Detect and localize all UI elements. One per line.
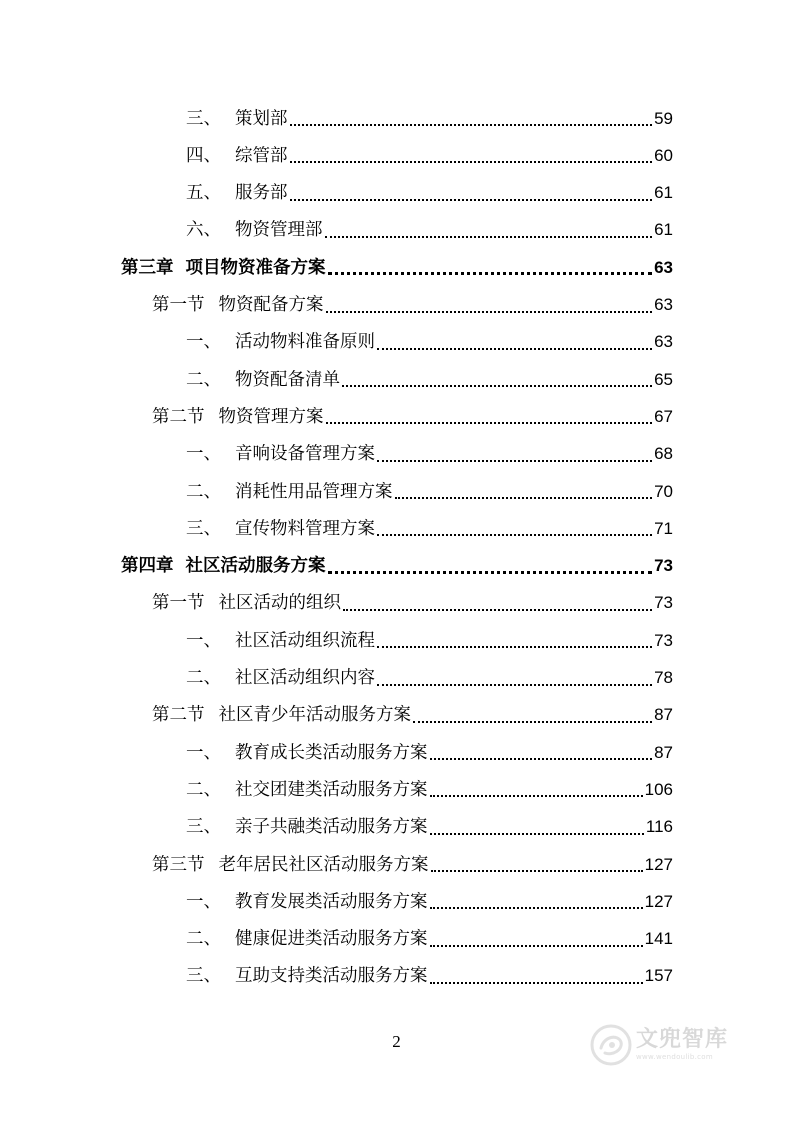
toc-entry-title: 教育成长类活动服务方案 xyxy=(235,742,428,763)
toc-dot-leader xyxy=(328,272,653,275)
toc-dot-leader xyxy=(377,684,652,686)
toc-entry-number: 第二节 xyxy=(152,705,205,726)
toc-entry-title: 物资管理部 xyxy=(235,220,323,241)
toc-entry-page: 141 xyxy=(644,929,673,949)
toc-entry-page: 68 xyxy=(654,444,673,464)
toc-entry-number: 第三章 xyxy=(121,257,174,278)
toc-subsection-entry[interactable] xyxy=(186,100,673,137)
toc-section-entry[interactable] xyxy=(152,287,673,324)
toc-entry-title: 活动物料准备原则 xyxy=(235,332,375,353)
toc-subsection-entry[interactable] xyxy=(186,473,673,510)
toc-entry-page: 73 xyxy=(654,630,673,650)
toc-dot-leader xyxy=(430,907,643,909)
toc-entry-number: 第一节 xyxy=(152,295,205,315)
toc-entry-title: 健康促进类活动服务方案 xyxy=(235,929,428,950)
toc-dot-leader xyxy=(290,124,653,126)
watermark xyxy=(590,1020,760,1070)
toc-entry-title: 社区活动组织流程 xyxy=(235,630,375,651)
toc-subsection-entry[interactable] xyxy=(186,958,673,995)
toc-dot-leader xyxy=(377,460,652,462)
toc-entry-page: 116 xyxy=(645,817,673,837)
toc-subsection-entry[interactable] xyxy=(186,771,673,808)
toc-entry-number: 第三节 xyxy=(152,854,205,875)
toc-subsection-entry[interactable] xyxy=(186,137,673,174)
toc-entry-page: 70 xyxy=(654,481,673,501)
toc-entry-number: 三、 xyxy=(186,518,221,539)
toc-entry-number: 五、 xyxy=(186,183,221,204)
toc-dot-leader xyxy=(430,982,643,984)
toc-chapter-entry[interactable] xyxy=(121,249,673,286)
toc-dot-leader xyxy=(328,571,653,574)
toc-entry-number: 二、 xyxy=(186,369,221,390)
toc-entry-page: 61 xyxy=(654,220,673,240)
toc-section-entry[interactable] xyxy=(152,585,673,622)
toc-entry-number: 六、 xyxy=(186,220,221,241)
toc-entry-title: 社交团建类活动服务方案 xyxy=(235,779,428,800)
toc-subsection-entry[interactable] xyxy=(186,212,673,249)
watermark-url: www.wendoulib.com xyxy=(636,1053,713,1061)
toc-dot-leader xyxy=(430,945,643,947)
toc-entry-number: 一、 xyxy=(186,444,221,465)
toc-entry-number: 一、 xyxy=(186,630,221,651)
toc-subsection-entry[interactable] xyxy=(186,622,673,659)
toc-entry-page: 63 xyxy=(654,332,673,352)
toc-entry-number: 第二节 xyxy=(152,406,205,427)
toc-entry-page: 59 xyxy=(654,108,673,128)
toc-entry-page: 63 xyxy=(654,295,673,314)
toc-entry-page: 71 xyxy=(654,518,673,538)
toc-entry-number: 三、 xyxy=(186,108,221,129)
toc-entry-title: 社区活动组织内容 xyxy=(235,668,375,688)
toc-entry-page: 157 xyxy=(644,966,673,986)
toc-entry-title: 社区青少年活动服务方案 xyxy=(218,705,411,726)
toc-entry-page: 78 xyxy=(654,668,673,687)
toc-subsection-entry[interactable] xyxy=(186,660,673,697)
toc-entry-number: 第四章 xyxy=(121,556,174,577)
toc-dot-leader xyxy=(430,795,643,797)
toc-entry-page: 67 xyxy=(654,406,673,426)
toc-entry-title: 互助支持类活动服务方案 xyxy=(235,966,428,987)
toc-entry-page: 87 xyxy=(654,742,673,762)
toc-dot-leader xyxy=(326,311,653,313)
toc-entry-number: 一、 xyxy=(186,332,221,353)
toc-entry-number: 三、 xyxy=(186,817,221,838)
page-number: 2 xyxy=(392,1032,401,1051)
toc-entry-number: 一、 xyxy=(186,742,221,763)
toc-entry-page: 87 xyxy=(654,705,673,725)
toc-subsection-entry[interactable] xyxy=(186,883,673,920)
toc-section-entry[interactable] xyxy=(152,846,673,883)
wendou-logo-icon xyxy=(590,1024,632,1066)
toc-subsection-entry[interactable] xyxy=(186,921,673,958)
toc-entry-title: 物资管理方案 xyxy=(218,406,324,427)
toc-dot-leader xyxy=(413,721,652,723)
toc-entry-page: 61 xyxy=(654,183,673,203)
toc-dot-leader xyxy=(377,534,652,536)
toc-subsection-entry[interactable] xyxy=(186,734,673,771)
toc-entry-number: 二、 xyxy=(186,481,221,502)
toc-entry-page: 127 xyxy=(644,891,673,911)
toc-entry-page: 63 xyxy=(654,257,673,277)
toc-entry-number: 四、 xyxy=(186,145,221,166)
toc-chapter-entry[interactable] xyxy=(121,548,673,585)
toc-dot-leader xyxy=(430,758,653,760)
toc-entry-number: 一、 xyxy=(186,891,221,912)
toc-entry-title: 教育发展类活动服务方案 xyxy=(235,891,428,912)
toc-section-entry[interactable] xyxy=(152,398,673,435)
toc-subsection-entry[interactable] xyxy=(186,809,673,846)
toc-entry-title: 宣传物料管理方案 xyxy=(235,518,375,539)
toc-entry-page: 60 xyxy=(654,145,673,165)
toc-dot-leader xyxy=(325,236,653,238)
toc-entry-title: 策划部 xyxy=(235,108,288,129)
toc-dot-leader xyxy=(326,422,653,424)
toc-entry-title: 物资配备方案 xyxy=(218,295,324,315)
toc-entry-number: 第一节 xyxy=(152,593,205,614)
toc-dot-leader xyxy=(395,497,653,499)
toc-entry-title: 综管部 xyxy=(235,145,288,166)
toc-entry-title: 社区活动服务方案 xyxy=(185,556,326,577)
toc-dot-leader xyxy=(431,870,643,872)
toc-subsection-entry[interactable] xyxy=(186,361,673,398)
toc-entry-page: 127 xyxy=(644,854,673,874)
toc-subsection-entry[interactable] xyxy=(186,324,673,361)
toc-dot-leader xyxy=(290,199,653,201)
toc-subsection-entry[interactable] xyxy=(186,175,673,212)
toc-dot-leader xyxy=(343,609,652,611)
toc-entry-title: 老年居民社区活动服务方案 xyxy=(218,854,429,875)
toc-entry-title: 社区活动的组织 xyxy=(218,593,341,614)
toc-entry-title: 音响设备管理方案 xyxy=(235,444,375,465)
toc-entry-title: 项目物资准备方案 xyxy=(185,257,326,278)
toc-dot-leader xyxy=(290,161,653,163)
toc-entry-page: 73 xyxy=(654,593,673,613)
toc-subsection-entry[interactable] xyxy=(186,436,673,473)
toc-entry-number: 二、 xyxy=(186,779,221,800)
toc-entry-page: 73 xyxy=(654,556,673,576)
toc-entry-title: 消耗性用品管理方案 xyxy=(235,481,393,502)
watermark-name: 文兜智库 xyxy=(636,1027,729,1052)
toc-dot-leader xyxy=(342,385,652,387)
toc-entry-title: 服务部 xyxy=(235,183,288,204)
toc-entry-page: 106 xyxy=(644,779,673,799)
toc-entry-number: 三、 xyxy=(186,966,221,987)
toc-dot-leader xyxy=(430,833,644,835)
toc-entry-page: 65 xyxy=(654,369,673,389)
toc-entry-title: 物资配备清单 xyxy=(235,369,340,390)
toc-dot-leader xyxy=(377,348,652,350)
toc-entry-number: 二、 xyxy=(186,929,221,950)
toc-subsection-entry[interactable] xyxy=(186,510,673,547)
toc-dot-leader xyxy=(377,646,652,648)
toc-entry-title: 亲子共融类活动服务方案 xyxy=(235,817,428,838)
toc-section-entry[interactable] xyxy=(152,697,673,734)
toc-entry-number: 二、 xyxy=(186,668,221,688)
